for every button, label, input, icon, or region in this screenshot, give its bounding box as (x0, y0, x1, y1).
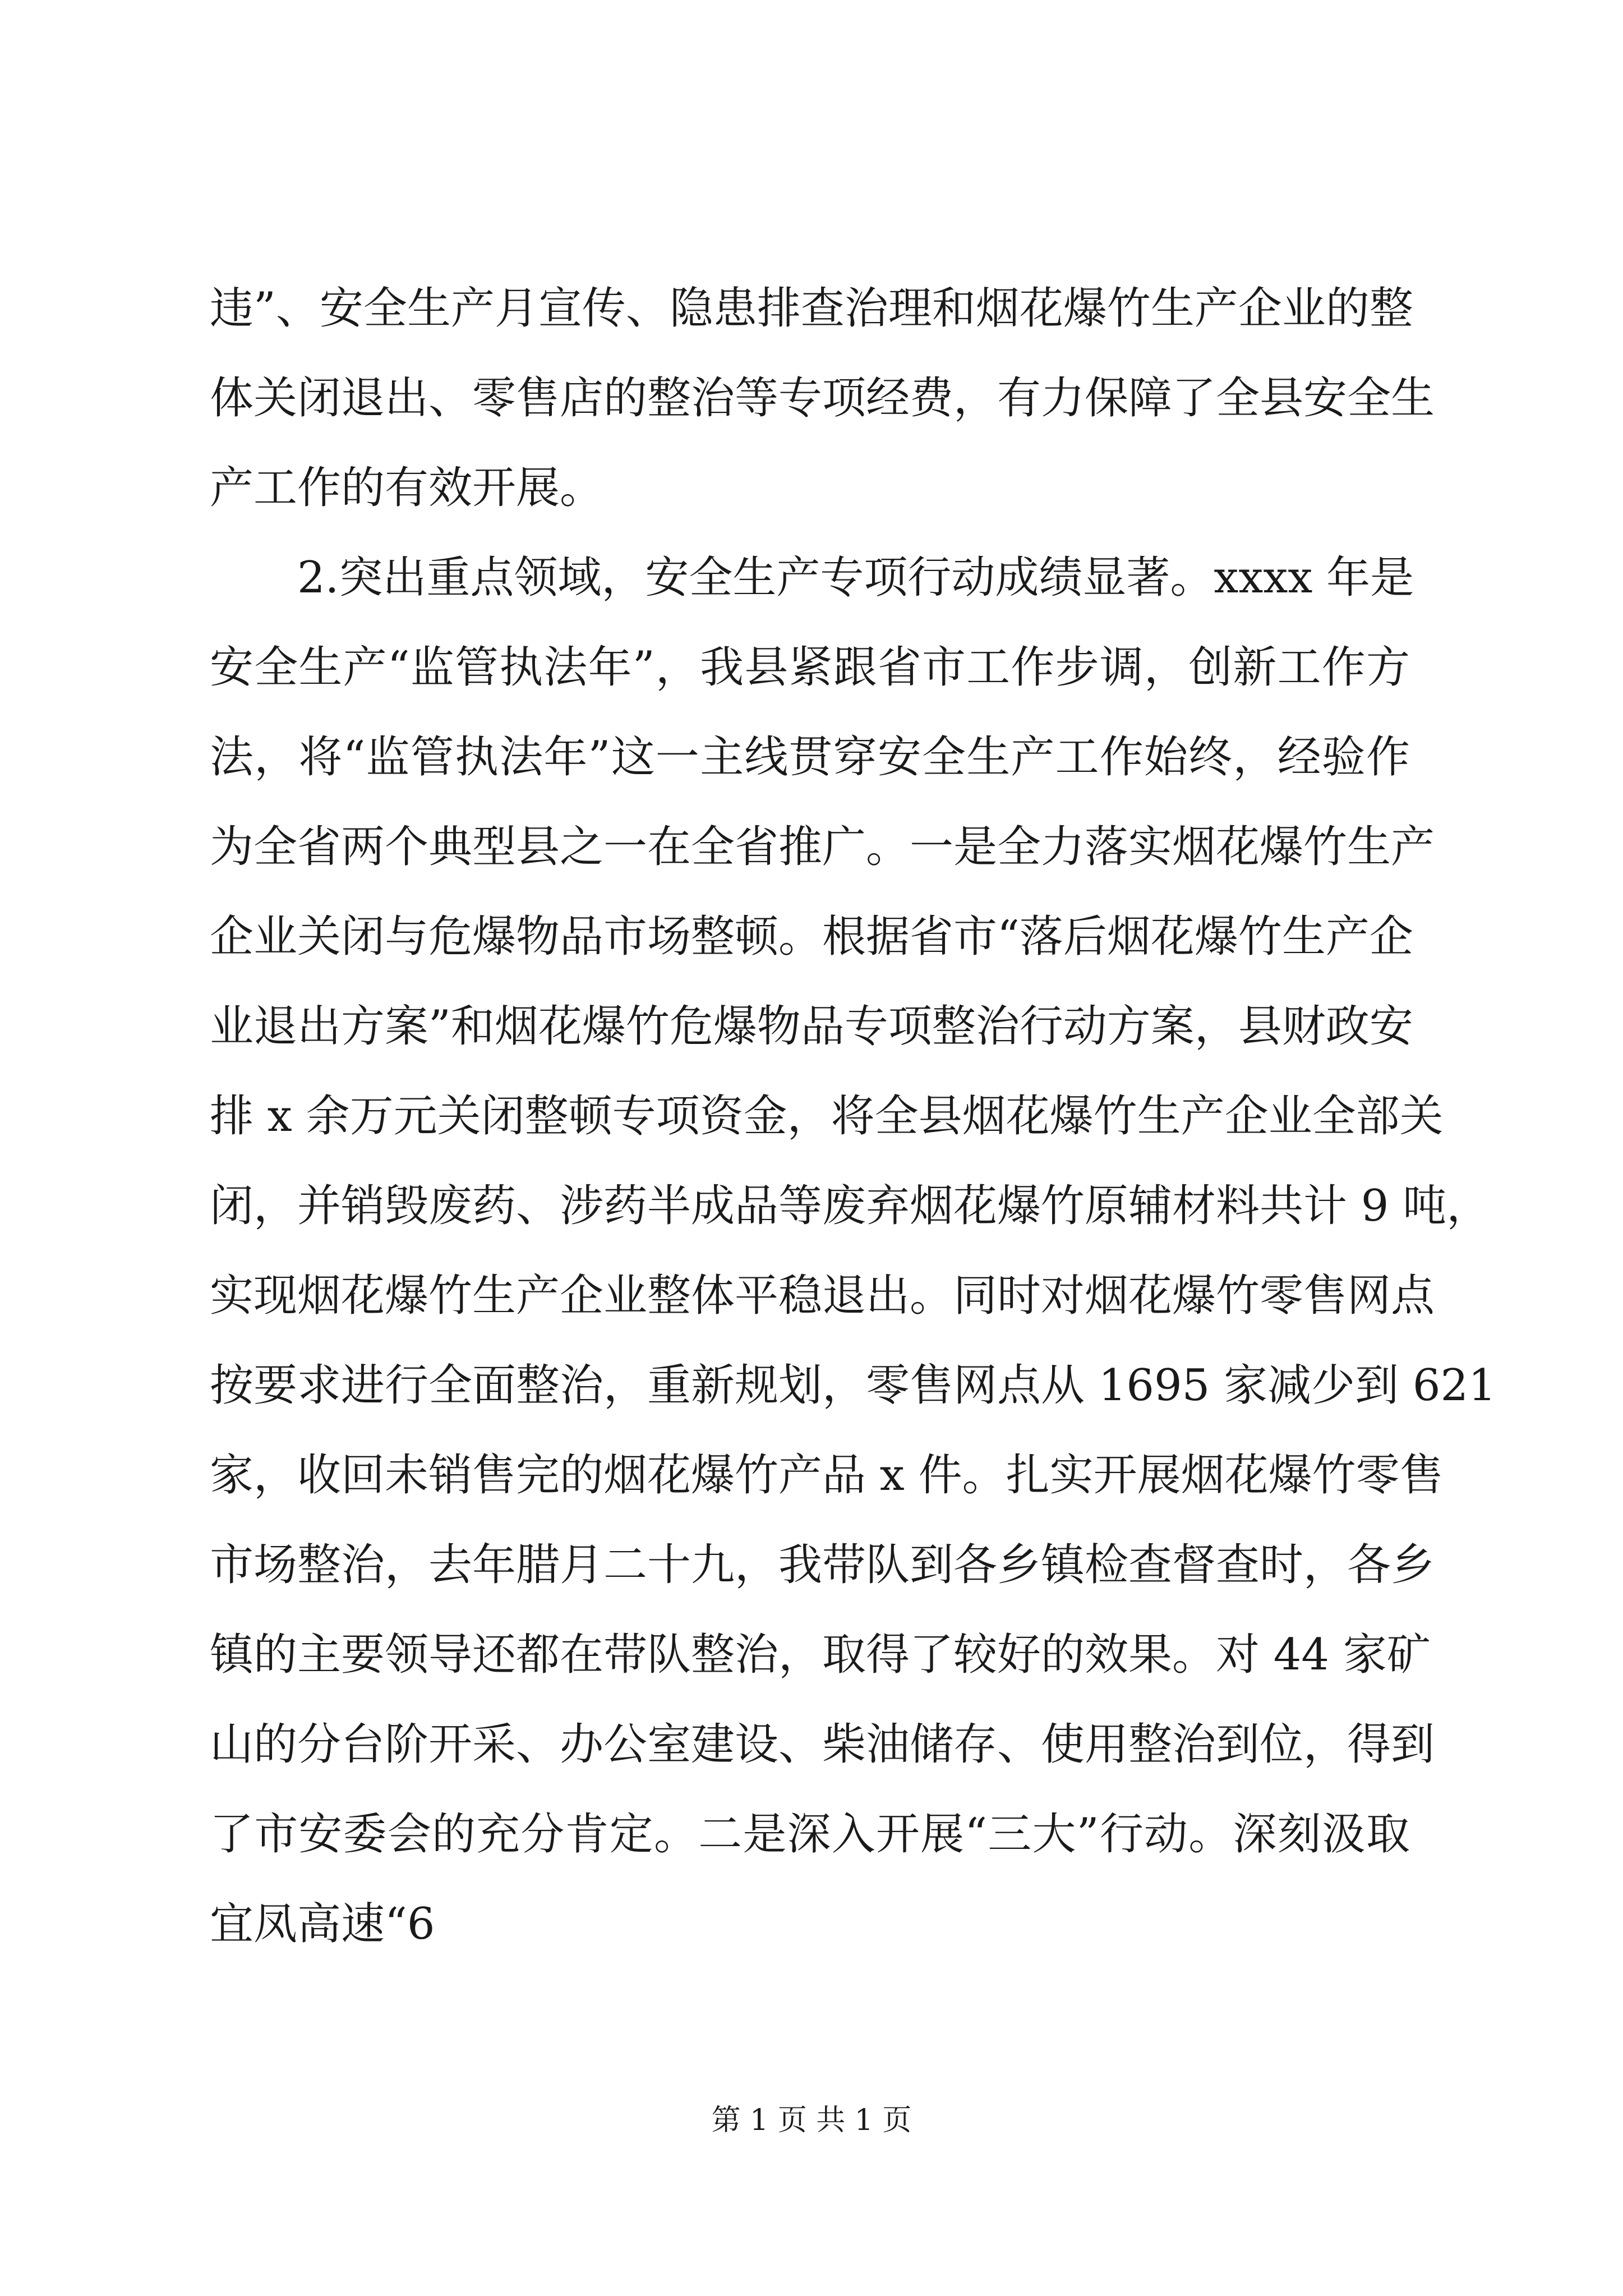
text-line: 按要求进行全面整治，重新规划，零售网点从 1695 家减少到 621 (210, 1360, 1496, 1411)
text-line: 排 x 余万元关闭整顿专项资金，将全县烟花爆竹生产企业全部关 (210, 1091, 1444, 1142)
text-line: 法，将“监管执法年”这一主线贯穿安全生产工作始终，经验作 (210, 732, 1410, 783)
text-line: 产工作的有效开展。 (210, 463, 604, 513)
page-number-label: 第 1 页 共 1 页 (711, 2104, 912, 2137)
text-line: 闭，并销毁废药、涉药半成品等废弃烟花爆竹原辅材料共计 9 吨， (210, 1181, 1491, 1231)
text-line: 宜凤高速“6 (210, 1899, 435, 1949)
text-line: 镇的主要领导还都在带队整治，取得了较好的效果。对 44 家矿 (210, 1630, 1431, 1680)
text-line: 山的分台阶开采、办公室建设、柴油储存、使用整治到位，得到 (210, 1719, 1435, 1770)
text-line: 安全生产“监管执法年”，我县紧跟省市工作步调，创新工作方 (210, 642, 1410, 693)
text-line: 体关闭退出、零售店的整治等专项经费，有力保障了全县安全生 (210, 373, 1435, 424)
text-line: 家，收回未销售完的烟花爆竹产品 x 件。扎实开展烟花爆竹零售 (210, 1450, 1444, 1501)
text-line: 为全省两个典型县之一在全省推广。一是全力落实烟花爆竹生产 (210, 822, 1435, 872)
text-line: 业退出方案”和烟花爆竹危爆物品专项整治行动方案，县财政安 (210, 1001, 1413, 1052)
text-line: 了市安委会的充分肯定。二是深入开展“三大”行动。深刻汲取 (210, 1809, 1410, 1860)
text-line: 企业关闭与危爆物品市场整顿。根据省市“落后烟花爆竹生产企 (210, 912, 1413, 962)
text-line: 2.突出重点领域，安全生产专项行动成绩显著。xxxx 年是 (297, 553, 1414, 603)
page-footer (0, 2101, 1623, 2140)
text-line: 市场整治，去年腊月二十九，我带队到各乡镇检查督查时，各乡 (210, 1540, 1435, 1590)
text-line: 实现烟花爆竹生产企业整体平稳退出。同时对烟花爆竹零售网点 (210, 1271, 1435, 1321)
text-line: 违”、安全生产月宣传、隐患排查治理和烟花爆竹生产企业的整 (210, 283, 1413, 334)
document-body (210, 264, 1496, 1969)
